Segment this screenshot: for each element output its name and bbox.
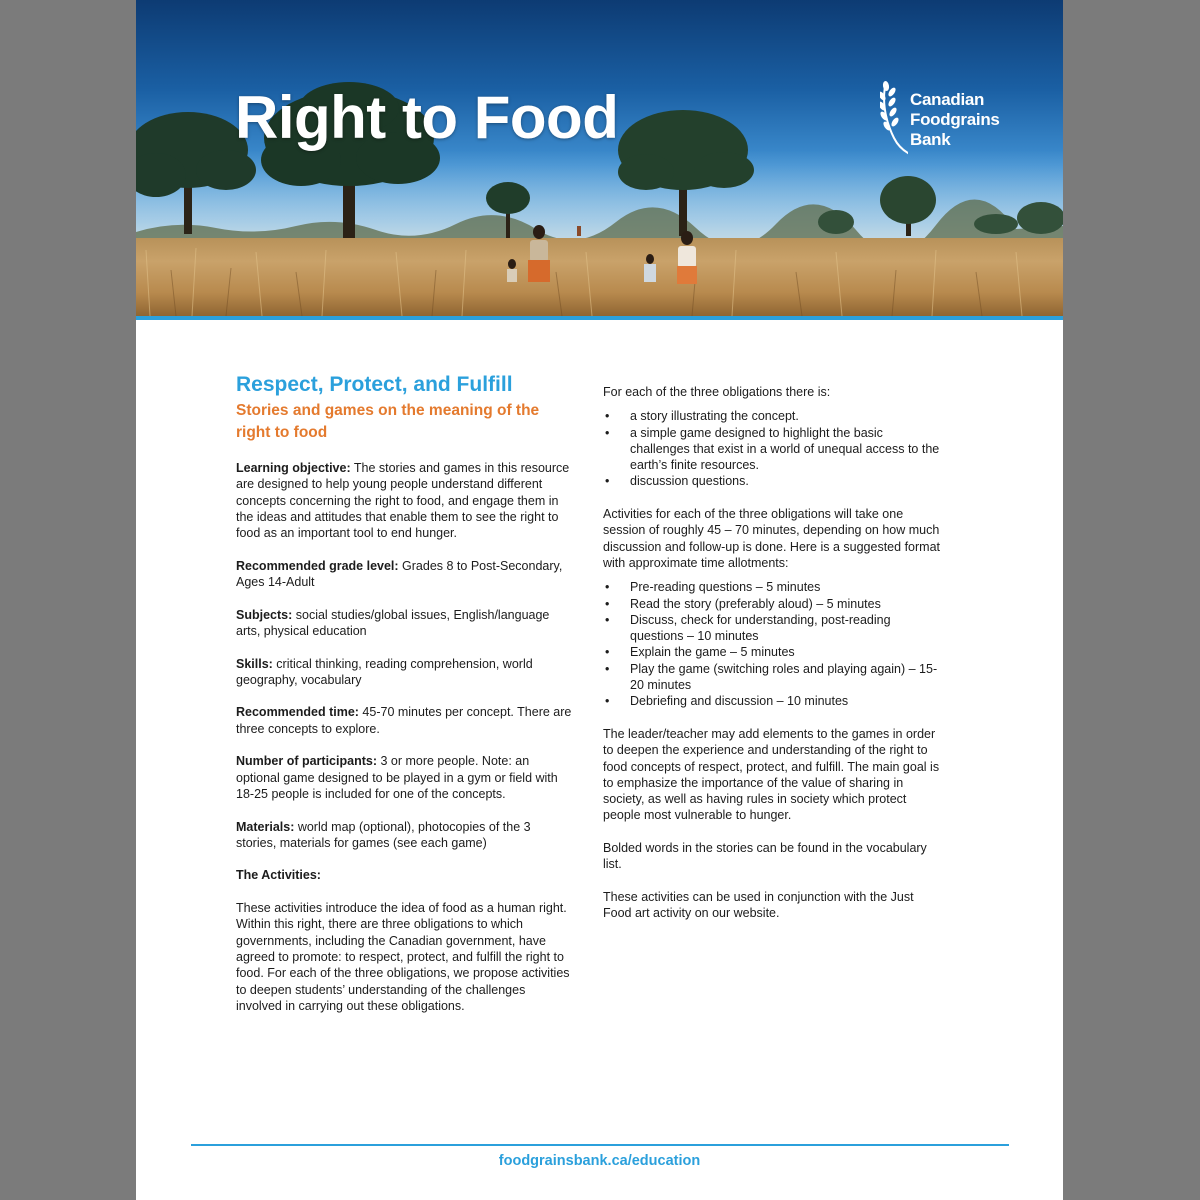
canadian-foodgrains-bank-logo <box>880 78 1020 158</box>
list-item <box>603 408 943 424</box>
subjects <box>236 607 572 640</box>
bullet-icon: • <box>605 474 610 489</box>
recommended-time-label: Recommended time: <box>236 705 359 720</box>
list-item-text: discussion questions. <box>630 474 749 489</box>
logo-line-2: Foodgrains <box>910 110 1000 129</box>
logo-line-3: Bank <box>910 130 951 149</box>
list-item-text: a simple game designed to highlight the basic challenges that exist in a world of unequal access to the earth’s finite resources. <box>630 425 940 473</box>
activities-paragraph: These activities introduce the idea of food as a human right. Within this right, there are three obligations to which governments, including the Canadian government, have agreed to promote: to respect, protect, and fulfill the right to food. For each of the three obligations, we propose activities to deepen students’ understanding of the challenges involved in carrying out these obligations. <box>236 901 570 1013</box>
recommended-time <box>236 704 572 737</box>
list-item-text: Read the story (preferably aloud) – 5 minutes <box>630 596 881 611</box>
materials-text: world map (optional), photocopies of the 3 stories, materials for games (see each game) <box>236 819 531 850</box>
vocabulary-paragraph: Bolded words in the stories can be found in the vocabulary list. <box>603 841 927 872</box>
list-item-text: Pre-reading questions – 5 minutes <box>630 580 821 595</box>
grade-level-label: Recommended grade level: <box>236 558 399 573</box>
bullet-icon: • <box>605 612 610 627</box>
participants-text: 3 or more people. Note: an optional game designed to be played in a gym or field with 18-25 people is included for one of the concepts. <box>236 754 558 801</box>
learning-objective-label: Learning objective: <box>236 461 351 475</box>
participants-label: Number of participants: <box>236 754 377 769</box>
left-column <box>236 372 572 1030</box>
obligations-intro: For each of the three obligations there is: <box>603 385 831 399</box>
hero-banner <box>136 0 1063 316</box>
activities-heading-label: The Activities: <box>236 868 321 883</box>
leader-paragraph: The leader/teacher may add elements to the games in order to deepen the experience and understanding of the right to food concepts of respect, protect, and fulfill. The main goal is to emphasize the importance of the value of sharing in society, as well as having rules in society which protect people most vulnerable to hunger. <box>603 726 940 823</box>
obligations-list <box>603 408 943 489</box>
grade-level <box>236 558 572 591</box>
bullet-icon: • <box>605 425 610 440</box>
bullet-icon: • <box>605 409 610 424</box>
hero-photo-illustration <box>136 0 1063 316</box>
bullet-icon: • <box>605 661 610 676</box>
materials <box>236 819 572 852</box>
activities-heading <box>236 867 572 883</box>
bullet-icon: • <box>605 645 610 660</box>
learning-objective-text: The stories and games in this resource are designed to help young people understand different concepts concerning the right to food, and engage them in the ideas and attitudes that enable them to see the right to food as an important tool to end hunger. <box>236 461 570 541</box>
session-paragraph: Activities for each of the three obligations will take one session of roughly 45 – 70 minutes, depending on how much discussion and follow-up is done. Here is a suggested format with approximate time allotments: <box>603 507 940 570</box>
document-title: Right to Food <box>235 84 619 151</box>
list-item <box>603 644 943 660</box>
subjects-text: social studies/global issues, English/language arts, physical education <box>236 607 550 638</box>
subjects-label: Subjects: <box>236 607 293 622</box>
list-item <box>603 596 943 612</box>
list-item <box>603 579 943 595</box>
list-item-text: a story illustrating the concept. <box>630 409 799 424</box>
list-item <box>603 661 943 694</box>
bullet-icon: • <box>605 580 610 595</box>
list-item-text: Play the game (switching roles and playing again) – 15-20 minutes <box>630 661 938 693</box>
bullet-icon: • <box>605 694 610 709</box>
logo-wordmark <box>910 90 1000 150</box>
section-subtitle: Stories and games on the meaning of the right to food <box>236 402 540 441</box>
document-page <box>136 0 1063 1200</box>
wheat-stalk-icon <box>880 78 908 158</box>
conjunction-paragraph: These activities can be used in conjunction with the Just Food art activity on our website. <box>603 889 914 921</box>
skills-text: critical thinking, reading comprehension, world geography, vocabulary <box>236 656 533 687</box>
list-item <box>603 612 943 645</box>
footer-divider <box>191 1144 1009 1146</box>
section-title: Respect, Protect, and Fulfill <box>236 373 513 396</box>
learning-objective <box>236 460 572 541</box>
list-item <box>603 693 943 709</box>
participants <box>236 753 572 802</box>
grade-level-text: Grades 8 to Post-Secondary, Ages 14-Adult <box>236 558 563 590</box>
list-item-text: Debriefing and discussion – 10 minutes <box>630 694 849 709</box>
bullet-icon: • <box>605 596 610 611</box>
skills <box>236 656 572 689</box>
list-item-text: Explain the game – 5 minutes <box>630 645 795 660</box>
time-allotment-list <box>603 579 943 709</box>
footer-url-link[interactable]: foodgrainsbank.ca/education <box>498 1153 701 1169</box>
hero-divider <box>136 316 1063 320</box>
right-column <box>603 384 943 938</box>
list-item <box>603 473 943 489</box>
list-item-text: Discuss, check for understanding, post-reading questions – 10 minutes <box>630 612 891 644</box>
logo-line-1: Canadian <box>910 90 985 109</box>
list-item <box>603 425 943 474</box>
recommended-time-text: 45-70 minutes per concept. There are three concepts to explore. <box>236 705 572 736</box>
skills-label: Skills: <box>236 656 273 671</box>
materials-label: Materials: <box>236 819 295 834</box>
